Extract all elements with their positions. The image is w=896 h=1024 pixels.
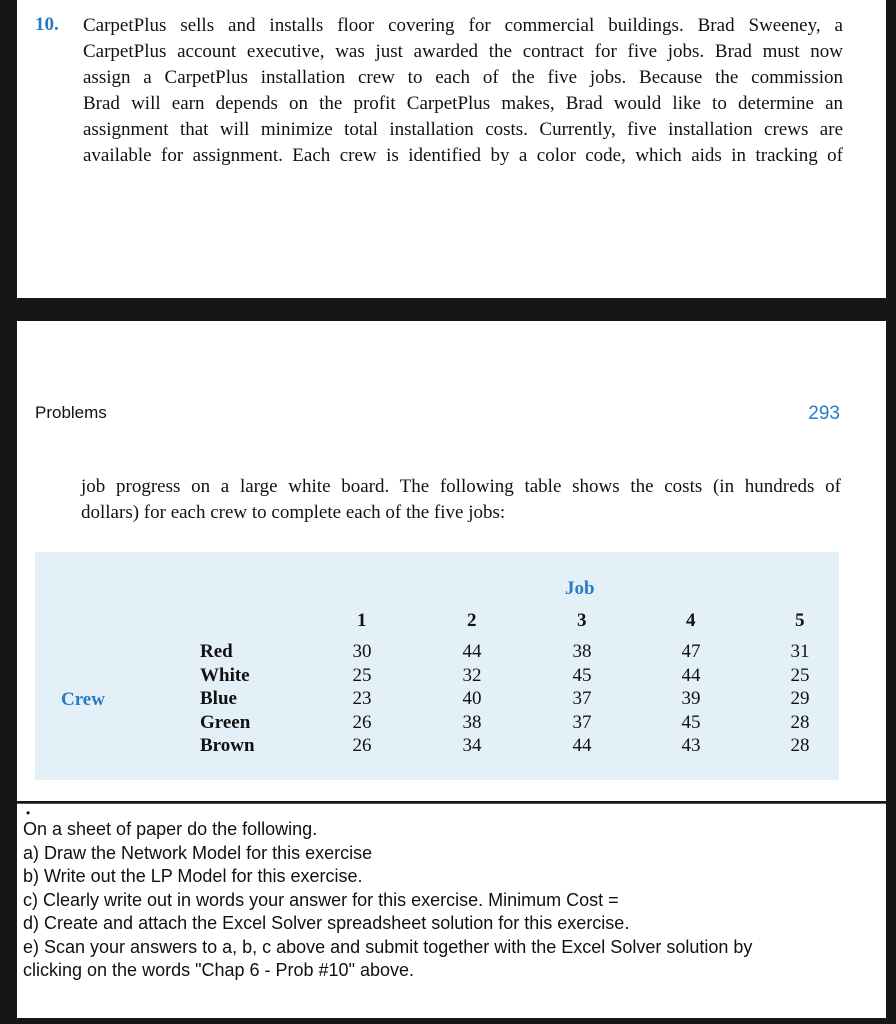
cost-cell: 43	[681, 735, 701, 757]
cost-cell: 29	[790, 688, 810, 710]
question-line: CarpetPlus sells and installs floor covering for commercial buildings. Brad Sweeney, a	[83, 15, 843, 36]
cost-cell: 28	[790, 735, 810, 757]
crew-label: Red	[200, 641, 233, 662]
question-line: assign a CarpetPlus installation crew to each of the five jobs. Because the commission	[83, 67, 843, 88]
job-1-costs	[342, 640, 382, 758]
question-line: Brad will earn depends on the profit CarpetPlus makes, Brad would like to determine an	[83, 93, 843, 114]
question-line: CarpetPlus account executive, was just awarded the contract for five jobs. Brad must now	[83, 41, 843, 62]
cost-cell: 47	[681, 641, 701, 662]
cost-cell: 25	[790, 664, 810, 686]
crew-label: Blue	[200, 688, 237, 710]
job-group-header: Job	[565, 578, 595, 599]
cost-cell: 40	[462, 688, 482, 710]
job-column-header: 3	[577, 610, 587, 631]
cost-cell: 31	[790, 641, 810, 662]
crew-group-header: Crew	[61, 689, 105, 710]
cost-cell: 26	[352, 735, 372, 757]
cost-table	[35, 552, 839, 780]
cost-cell: 45	[572, 664, 592, 686]
instruction-line: b) Write out the LP Model for this exercise.	[23, 866, 363, 886]
cost-cell: 32	[462, 664, 482, 686]
cost-cell: 44	[681, 664, 701, 686]
cost-cell: 37	[572, 711, 592, 733]
crew-label: White	[200, 664, 250, 686]
job-column-header: 2	[467, 610, 477, 631]
book-page-panel	[17, 321, 886, 801]
job-2-costs	[452, 640, 492, 758]
question-line: assignment that will minimize total installation costs. Currently, five installation crews are	[83, 119, 843, 140]
cost-cell: 30	[352, 641, 372, 662]
cost-cell: 44	[572, 735, 592, 757]
instructions-panel	[17, 803, 886, 1018]
crew-label: Brown	[200, 735, 255, 757]
cost-cell: 45	[681, 711, 701, 733]
question-panel	[17, 0, 886, 298]
instruction-line: e) Scan your answers to a, b, c above and submit together with the Excel Solver solution by	[23, 936, 753, 957]
cost-cell: 38	[572, 641, 592, 662]
page-number: 293	[808, 403, 840, 424]
instruction-line: On a sheet of paper do the following.	[23, 819, 318, 839]
crew-row-labels	[200, 640, 255, 758]
running-head: Problems	[35, 403, 107, 422]
cost-cell: 38	[462, 711, 482, 733]
continuation-line: dollars) for each crew to complete each of the five jobs:	[81, 502, 506, 523]
cost-cell: 23	[352, 688, 372, 710]
instruction-line: d) Create and attach the Excel Solver spreadsheet solution for this exercise.	[23, 913, 630, 933]
cost-cell: 34	[462, 735, 482, 757]
cost-cell: 39	[681, 688, 701, 710]
instruction-line: a) Draw the Network Model for this exercise	[23, 842, 373, 863]
instruction-line: clicking on the words "Chap 6 - Prob #10" above.	[23, 960, 414, 980]
continuation-paragraph	[81, 474, 841, 526]
crew-label: Green	[200, 711, 251, 733]
instructions-list	[23, 818, 881, 983]
question-paragraph	[83, 13, 843, 169]
question-number: 10.	[35, 14, 59, 35]
job-5-costs	[780, 640, 820, 758]
question-line: available for assignment. Each crew is identified by a color code, which aids in tracking of	[83, 145, 843, 166]
job-column-header: 4	[686, 610, 696, 631]
instruction-line: c) Clearly write out in words your answer for this exercise. Minimum Cost =	[23, 889, 619, 910]
cost-cell: 37	[572, 688, 592, 710]
job-3-costs	[562, 640, 602, 758]
cost-cell: 25	[352, 664, 372, 686]
cost-cell: 28	[790, 711, 810, 733]
cost-cell: 26	[352, 711, 372, 733]
job-column-header: 1	[357, 610, 367, 631]
bullet-mark: •	[26, 806, 31, 820]
continuation-line: job progress on a large white board. The following table shows the costs (in hundreds of	[81, 476, 841, 497]
cost-cell: 44	[462, 641, 482, 662]
job-4-costs	[671, 640, 711, 758]
job-column-header: 5	[795, 610, 805, 631]
